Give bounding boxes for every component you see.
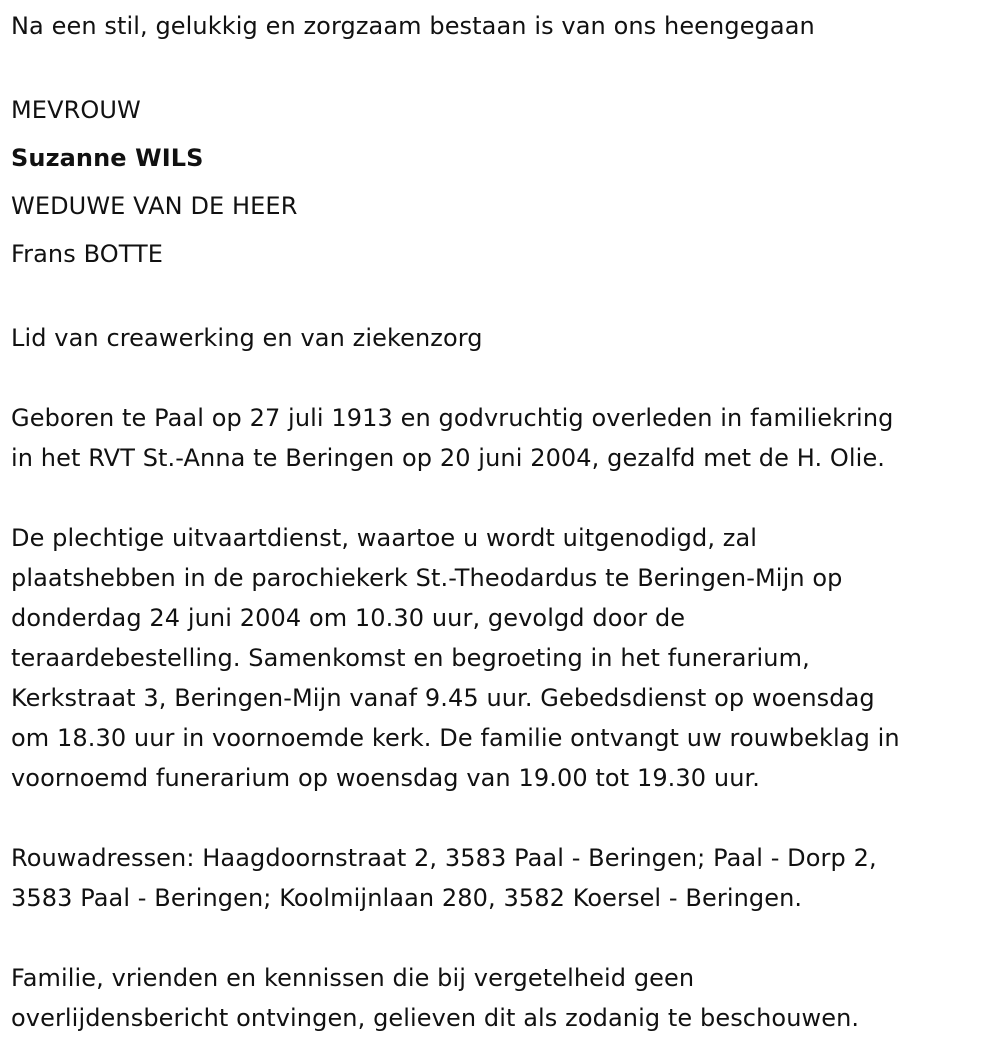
widow-of-text: WEDUWE VAN DE HEER bbox=[11, 192, 298, 220]
title-prefix: MEVROUW bbox=[11, 96, 141, 124]
paragraph-line: donderdag 24 juni 2004 om 10.30 uur, gevolgd door de bbox=[11, 604, 686, 632]
spacer bbox=[11, 478, 996, 518]
spacer bbox=[11, 798, 996, 838]
paragraph-line: Familie, vrienden en kennissen die bij vergetelheid geen bbox=[11, 964, 695, 992]
paragraph-line: Geboren te Paal op 27 juli 1913 en godvruchtig overleden in familiekring bbox=[11, 404, 894, 432]
paragraph-line: plaatshebben in de parochiekerk St.-Theodardus te Beringen-Mijn op bbox=[11, 564, 843, 592]
membership-text: Lid van creawerking en van ziekenzorg bbox=[11, 324, 483, 352]
spacer bbox=[11, 46, 996, 86]
closing-paragraph bbox=[11, 958, 996, 1038]
paragraph-line: in het RVT St.-Anna te Beringen op 20 juni 2004, gezalfd met de H. Olie. bbox=[11, 444, 886, 472]
ceremony-paragraph bbox=[11, 518, 996, 798]
spouse-name: Frans BOTTE bbox=[11, 240, 164, 268]
paragraph-line: Kerkstraat 3, Beringen-Mijn vanaf 9.45 uur. Gebedsdienst op woensdag bbox=[11, 684, 875, 712]
birth-death-paragraph bbox=[11, 398, 996, 478]
spacer bbox=[11, 358, 996, 398]
spacer bbox=[11, 278, 996, 318]
paragraph-line: Rouwadressen: Haagdoornstraat 2, 3583 Paal - Beringen; Paal - Dorp 2, bbox=[11, 844, 877, 872]
deceased-name: Suzanne WILS bbox=[11, 144, 204, 172]
spacer bbox=[11, 918, 996, 958]
paragraph-line: teraardebestelling. Samenkomst en begroeting in het funerarium, bbox=[11, 644, 810, 672]
intro-text: Na een stil, gelukkig en zorgzaam bestaan is van ons heengegaan bbox=[11, 12, 815, 40]
paragraph-line: overlijdensbericht ontvingen, gelieven dit als zodanig te beschouwen. bbox=[11, 1004, 860, 1032]
paragraph-line: 3583 Paal - Beringen; Koolmijnlaan 280, 3582 Koersel - Beringen. bbox=[11, 884, 803, 912]
death-notice bbox=[11, 6, 996, 1038]
paragraph-line: voornoemd funerarium op woensdag van 19.00 tot 19.30 uur. bbox=[11, 764, 760, 792]
paragraph-line: De plechtige uitvaartdienst, waartoe u wordt uitgenodigd, zal bbox=[11, 524, 758, 552]
paragraph-line: om 18.30 uur in voornoemde kerk. De familie ontvangt uw rouwbeklag in bbox=[11, 724, 900, 752]
addresses-paragraph bbox=[11, 838, 996, 918]
